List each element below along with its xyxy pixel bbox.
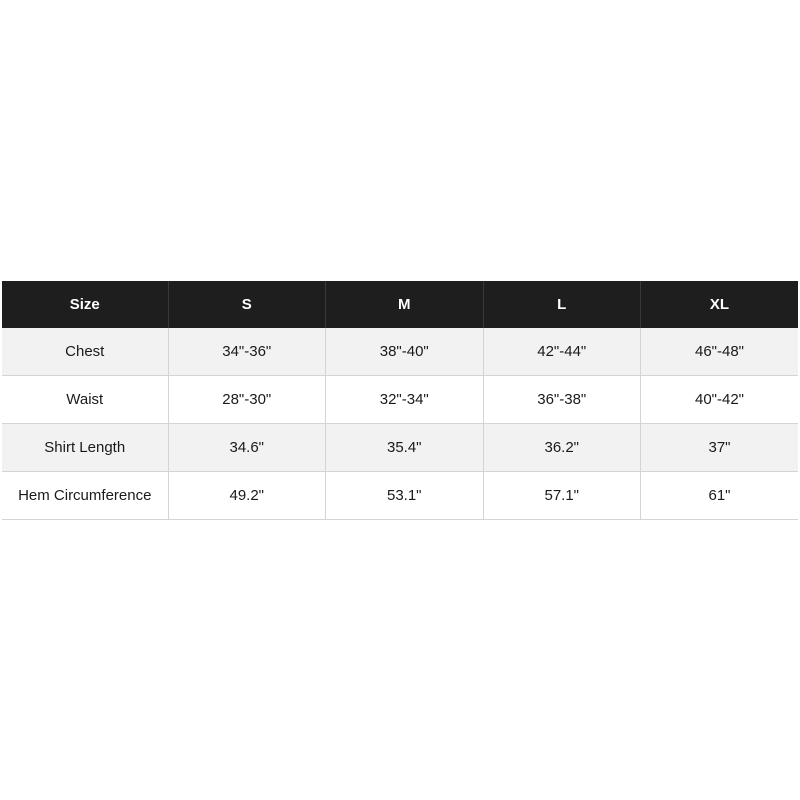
table-row-waist [2, 376, 798, 424]
table-cell: 32"-34" [326, 376, 484, 424]
table-cell: 34.6" [168, 424, 326, 472]
size-chart-header [2, 281, 798, 328]
header-cell-l: L [483, 281, 641, 328]
table-cell: 40"-42" [641, 376, 799, 424]
header-cell-xl: XL [641, 281, 799, 328]
size-chart-body [2, 328, 798, 520]
row-label-shirt-length: Shirt Length [2, 424, 168, 472]
table-cell: 49.2" [168, 472, 326, 520]
table-cell: 36"-38" [483, 376, 641, 424]
row-label-waist: Waist [2, 376, 168, 424]
table-cell: 38"-40" [326, 328, 484, 376]
size-chart-table [2, 281, 798, 520]
table-cell: 61" [641, 472, 799, 520]
table-cell: 57.1" [483, 472, 641, 520]
table-cell: 34"-36" [168, 328, 326, 376]
header-cell-m: M [326, 281, 484, 328]
row-label-hem-circumference: Hem Circumference [2, 472, 168, 520]
table-cell: 36.2" [483, 424, 641, 472]
table-cell: 37" [641, 424, 799, 472]
table-cell: 42"-44" [483, 328, 641, 376]
header-cell-s: S [168, 281, 326, 328]
table-cell: 46"-48" [641, 328, 799, 376]
table-cell: 28"-30" [168, 376, 326, 424]
table-cell: 53.1" [326, 472, 484, 520]
table-row-hem-circumference [2, 472, 798, 520]
table-row-chest [2, 328, 798, 376]
table-row-shirt-length [2, 424, 798, 472]
row-label-chest: Chest [2, 328, 168, 376]
header-cell-size: Size [2, 281, 168, 328]
header-row [2, 281, 798, 328]
table-cell: 35.4" [326, 424, 484, 472]
